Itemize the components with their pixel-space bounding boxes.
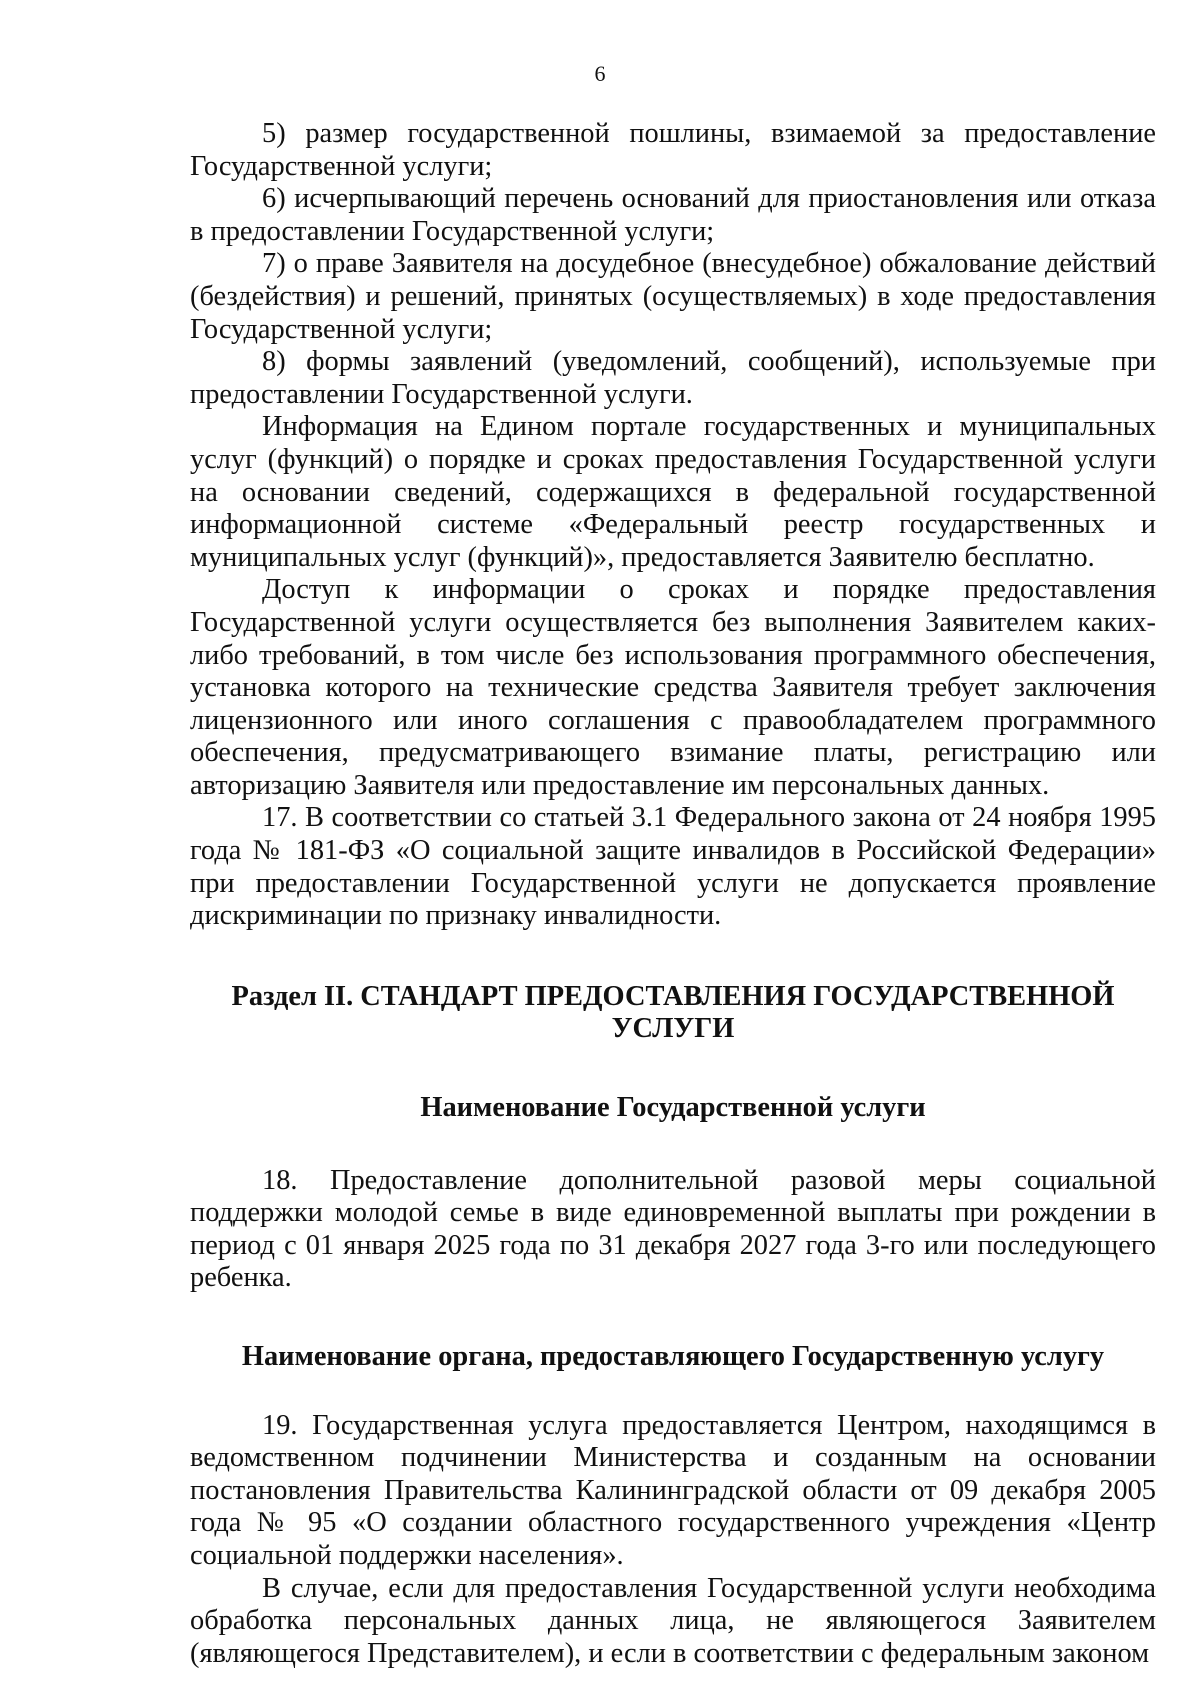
section-heading-line-1: Раздел II. СТАНДАРТ ПРЕДОСТАВЛЕНИЯ ГОСУДАРСТВЕННОЙ [231,980,1115,1012]
paragraph-item-7: 7) о праве Заявителя на досудебное (внесудебное) обжалование действий (бездействия) и решений, принятых (осуществляемых) в ходе предоставления Государственной услуги; [190,248,1156,345]
paragraph-access-info: Доступ к информации о сроках и порядке предоставления Государственной услуги осуществляется без выполнения Заявителем каких-либо требований, в том числе без использования программного обеспечения, установка которого на технические средства Заявителя требует заключения лицензионного или иного соглашения с правообладателем программного обеспечения, предусматривающего взимание платы, регистрацию или авторизацию Заявителя или предоставление им персональных данных. [190,574,1156,801]
paragraph-18: 18. Предоставление дополнительной разовой меры социальной поддержки молодой семье в виде единовременной выплаты при рождении в период с 01 января 2025 года по 31 декабря 2027 года 3-го или последующего ребенка. [190,1164,1156,1294]
paragraph-item-8: 8) формы заявлений (уведомлений, сообщений), используемые при предоставлении Государственной услуги. [190,346,1156,410]
section-heading-line-2: УСЛУГИ [611,1013,735,1045]
page-number: 6 [594,61,606,86]
subheading-service-provider: Наименование органа, предоставляющего Государственную услугу [241,1341,1105,1372]
document-body [190,118,1156,1670]
section-heading [190,981,1156,1046]
paragraph-17: 17. В соответствии со статьей 3.1 Федерального закона от 24 ноября 1995 года № 181-ФЗ «О социальной защите инвалидов в Российской Федерации» при предоставлении Государственной услуги не допускается проявление дискриминации по признаку инвалидности. [190,802,1156,932]
subheading-service-name: Наименование Государственной услуги [420,1092,926,1124]
paragraph-personal-data: В случае, если для предоставления Государственной услуги необходима обработка персональных данных лица, не являющегося Заявителем (являющегося Представителем), и если в соответствии с федеральным законом [190,1572,1156,1669]
paragraph-item-6: 6) исчерпывающий перечень оснований для приостановления или отказа в предоставлении Государственной услуги; [190,183,1156,247]
paragraph-item-5: 5) размер государственной пошлины, взимаемой за предоставление Государственной услуги; [190,118,1156,182]
paragraph-portal-info: Информация на Едином портале государственных и муниципальных услуг (функций) о порядке и сроках предоставления Государственной услуги на основании сведений, содержащихся в федеральной государственной информационной системе «Федеральный реестр государственных и муниципальных услуг (функций)», предоставляется Заявителю бесплатно. [190,411,1156,573]
paragraph-19: 19. Государственная услуга предоставляется Центром, находящимся в ведомственном подчинении Министерства и созданным на основании постановления Правительства Калининградской области от 09 декабря 2005 года № 95 «О создании областного государственного учреждения «Центр социальной поддержки населения». [190,1409,1156,1571]
